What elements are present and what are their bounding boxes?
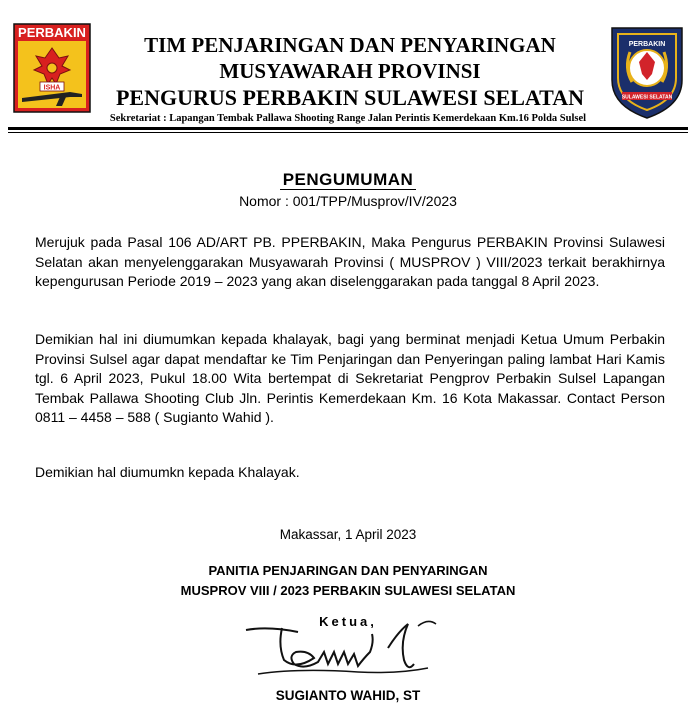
- committee-name-line1: PANITIA PENJARINGAN DAN PENYARINGAN: [208, 563, 488, 578]
- letterhead-title-line3: PENGURUS PERBAKIN SULAWESI SELATAN: [115, 85, 584, 110]
- letterhead-divider-thin: [8, 132, 688, 133]
- secretariat-address: Sekretariat : Lapangan Tembak Pallawa Shooting Range Jalan Perintis Kemerdekaan Km.16 Polda Sulsel: [109, 113, 587, 124]
- announcement-title-text: PENGUMUMAN: [280, 170, 417, 190]
- perbakin-logo-left: [12, 22, 92, 114]
- announcement-title: [0, 170, 696, 190]
- letterhead-divider-thick: [8, 127, 688, 130]
- chair-title: Ketua,: [319, 614, 377, 629]
- left-logo-label: PERBAKIN: [18, 25, 86, 40]
- right-logo-label: PERBAKIN: [628, 41, 666, 48]
- announcement-number: Nomor : 001/TPP/Musprov/IV/2023: [239, 193, 457, 209]
- perbakin-sulsel-emblem: [608, 22, 686, 120]
- signer-name: SUGIANTO WAHID, ST: [275, 688, 421, 703]
- body-paragraph-2: Demikian hal ini diumumkan kepada khalayak, bagi yang berminat menjadi Ketua Umum Perbakin Provinsi Sulsel agar dapat mendaftar ke Tim Penjaringan dan Penyeringan paling lambat Hari Kamis tgl. 6 April 2023, Pukul 18.00 Wita bertempat di Sekretariat Pengprov Perbakin Sulsel Lapangan Tembak Pallawa Shooting Club Jln. Perintis Kemerdekaan Km. 16 Kota Makassar. Contact Person 0811 – 4458 – 588 ( Sugianto Wahid ).: [35, 331, 665, 425]
- place-and-date: Makassar, 1 April 2023: [279, 527, 417, 542]
- letterhead: [0, 0, 696, 135]
- letterhead-title-line1: TIM PENJARINGAN DAN PENYARINGAN: [144, 33, 556, 57]
- body-paragraph-3: Demikian hal diumumkn kepada Khalayak.: [35, 464, 300, 480]
- committee-name-line2: MUSPROV VIII / 2023 PERBAKIN SULAWESI SELATAN: [180, 583, 516, 598]
- letterhead-title-line2: MUSYAWARAH PROVINSI: [219, 59, 481, 83]
- left-logo-badge: ISHA: [43, 84, 61, 92]
- right-logo-bottom-label: SULAWESI SELATAN: [621, 94, 673, 101]
- body-paragraph-1: Merujuk pada Pasal 106 AD/ART PB. PPERBAKIN, Maka Pengurus PERBAKIN Provinsi Sulawesi Selatan akan menyelenggarakan Musyawarah Provinsi ( MUSPROV ) VIII/2023 terkait berakhirnya kepengurusan Periode 2019 – 2023 yang akan diselenggarakan pada tanggal 8 April 2023.: [35, 234, 665, 289]
